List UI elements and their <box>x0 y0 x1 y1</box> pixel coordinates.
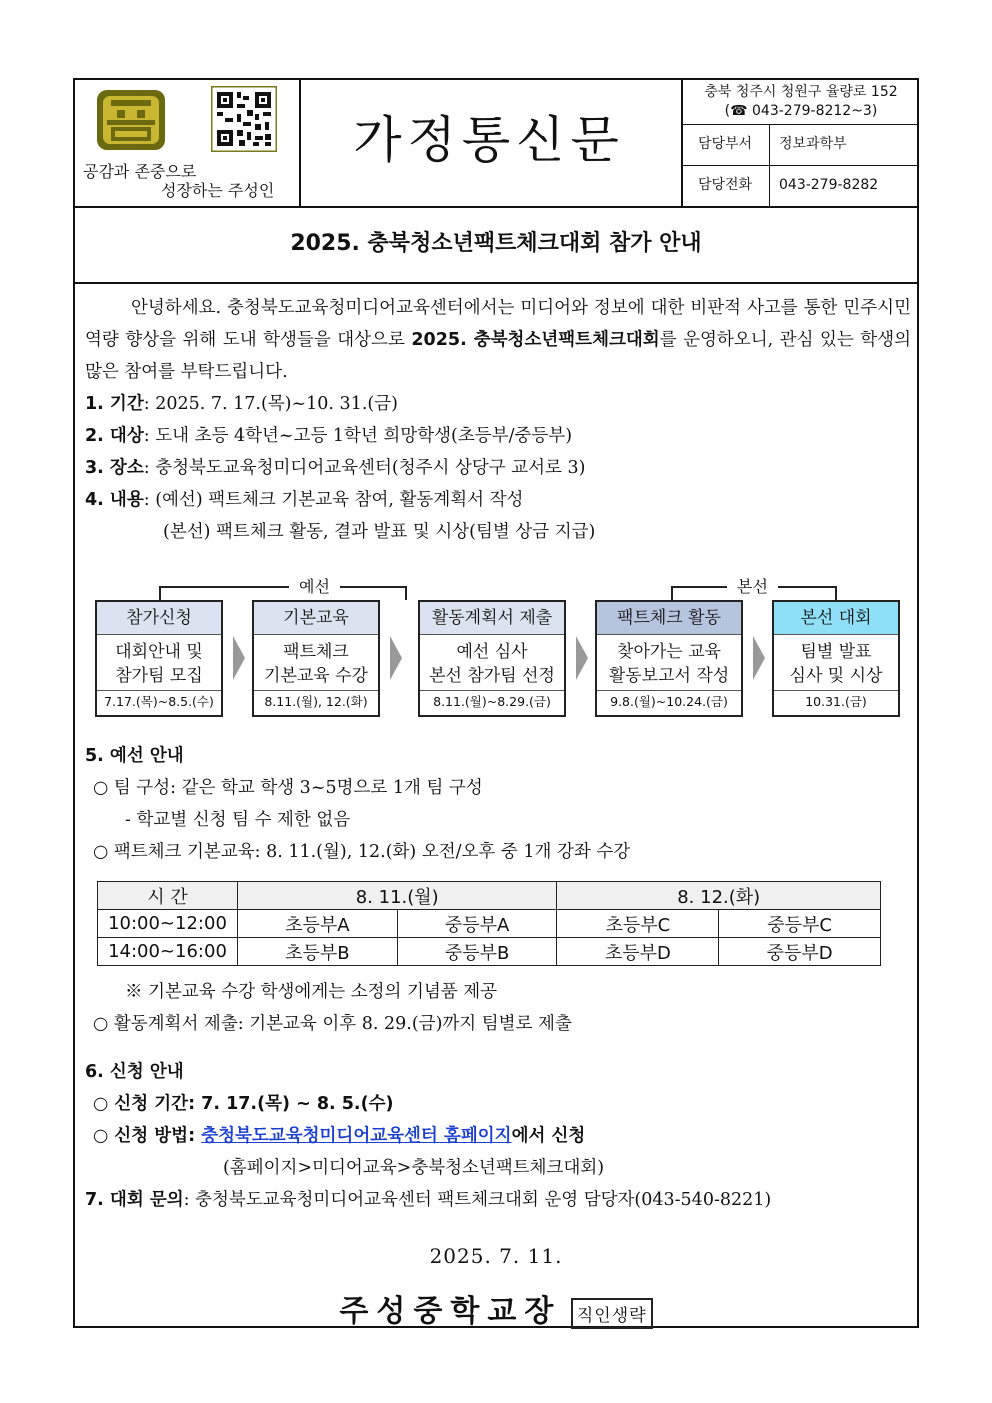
flow-step-head: 팩트체크 활동 <box>597 602 741 635</box>
table-row <box>98 910 881 938</box>
flow-step-body <box>597 635 741 691</box>
prelim-bracket <box>159 586 407 600</box>
table-cell: 중등부B <box>397 938 557 966</box>
flow-step-line-2: 기본교육 수강 <box>264 666 368 686</box>
final-label: 본선 <box>727 574 778 597</box>
flow-step-line-1: 찾아가는 교육 <box>617 642 721 662</box>
prelim-note: ※ 기본교육 수강 학생에게는 소정의 기념품 제공 <box>125 982 498 1002</box>
school-address <box>683 80 919 124</box>
flow-step-date: 8.11.(월), 12.(화) <box>264 694 368 709</box>
inquiry-label: 7. 대회 문의 <box>85 1190 184 1210</box>
table-header-time: 시 간 <box>98 882 238 910</box>
motto-line-1: 공감과 존중으로 <box>83 162 197 181</box>
notice-body <box>85 292 911 548</box>
flow-step-date: 10.31.(금) <box>805 694 867 709</box>
flow-step-line-2: 본선 참가팀 선정 <box>429 666 555 686</box>
apply-method-label: ○ 신청 방법: <box>93 1126 202 1146</box>
apply-method <box>85 1120 911 1152</box>
page-title: 가정통신문 <box>353 111 625 169</box>
intro-text-2: 를 운영하오니, 관심 있는 학생의 많은 참여를 부탁드립니다. <box>85 330 912 382</box>
school-motto <box>83 162 293 200</box>
homepage-link[interactable]: 충청북도교육청미디어교육센터 홈페이지 <box>201 1126 512 1146</box>
school-principal: 주성중학교장 <box>339 1294 562 1329</box>
address-line-1: 충북 청주시 청원구 율량로 152 <box>704 84 898 100</box>
issue-date: 2025. 7. 11. <box>429 1244 563 1268</box>
seal-omitted-stamp: 직인생략 <box>571 1298 653 1329</box>
inquiry <box>85 1184 911 1216</box>
flow-step-line-1: 팩트체크 <box>283 642 349 662</box>
apply-path: (홈페이지>미디어교육>충북청소년팩트체크대회) <box>223 1158 605 1178</box>
place-value: : 충청북도교육청미디어교육센터(청주시 상당구 교서로 3) <box>143 458 586 478</box>
table-cell: 14:00~16:00 <box>98 938 238 966</box>
prelim-edu: ○ 팩트체크 기본교육: 8. 11.(월), 12.(화) 오전/오후 중 1개 강좌 수강 <box>93 842 631 862</box>
school-emblem-icon <box>95 88 167 152</box>
item-content-2: (본선) 팩트체크 활동, 결과 발표 및 시상(팀별 상금 지급) <box>163 522 596 542</box>
table-cell: 중등부D <box>719 938 881 966</box>
prelim-label: 예선 <box>289 574 340 597</box>
notice-title: 2025. 충북청소년팩트체크대회 참가 안내 <box>290 231 702 256</box>
table-header-day2: 8. 12.(화) <box>557 882 881 910</box>
chevron-right-icon <box>390 636 402 680</box>
phone-value: 043-279-8282 <box>779 177 879 193</box>
flow-step-line-2: 참가팀 모집 <box>115 666 203 686</box>
section-prelim-2 <box>85 976 911 1216</box>
dept-label: 담당부서 <box>697 136 753 152</box>
motto-line-2: 성장하는 주성인 <box>161 181 275 200</box>
flow-step-line-2: 심사 및 시상 <box>789 666 883 686</box>
chevron-right-icon <box>233 636 245 680</box>
table-cell: 초등부D <box>557 938 719 966</box>
flow-step-line-1: 팀별 발표 <box>800 642 872 662</box>
flow-step-line-1: 예선 심사 <box>456 642 528 662</box>
section-prelim <box>85 740 911 868</box>
target-value: : 도내 초등 4학년~고등 1학년 희망학생(초등부/중등부) <box>143 426 573 446</box>
item-target <box>85 420 911 452</box>
apply-period: ○ 신청 기간: 7. 17.(목) ~ 8. 5.(수) <box>93 1094 394 1114</box>
content-label: 4. 내용 <box>85 490 144 510</box>
item-content <box>85 484 911 516</box>
flow-step-date: 8.11.(월)~8.29.(금) <box>433 694 551 709</box>
prelim-plan: ○ 활동계획서 제출: 기본교육 이후 8. 29.(금)까지 팀별로 제출 <box>93 1014 572 1034</box>
inquiry-value: : 충청북도교육청미디어교육센터 팩트체크대회 운영 담당자(043-540-8221) <box>183 1190 772 1210</box>
prelim-heading: 5. 예선 안내 <box>85 746 184 766</box>
flow-step-body <box>97 635 221 691</box>
flow-step <box>95 600 223 717</box>
flow-step-head: 활동계획서 제출 <box>420 602 564 635</box>
apply-heading: 6. 신청 안내 <box>85 1062 184 1082</box>
intro-paragraph <box>85 292 911 388</box>
period-label: 1. 기간 <box>85 394 144 414</box>
place-label: 3. 장소 <box>85 458 144 478</box>
target-label: 2. 대상 <box>85 426 144 446</box>
prelim-team-sub: - 학교별 신청 팀 수 제한 없음 <box>125 810 351 830</box>
table-header-day1: 8. 11.(월) <box>237 882 557 910</box>
title-divider <box>75 282 917 284</box>
intro-text-1: 안녕하세요. 충청북도교육청미디어교육센터에서는 미디어와 정보에 대한 비판적 사고를 통한 민주시민 역량 향상을 위해 도내 학생들을 대상으로 <box>85 298 911 350</box>
prelim-team: ○ 팀 구성: 같은 학교 학생 3~5명으로 1개 팀 구성 <box>93 778 483 798</box>
flow-step <box>595 600 743 717</box>
chevron-right-icon <box>753 636 765 680</box>
flow-step <box>252 600 380 717</box>
flow-step-date: 9.8.(월)~10.24.(금) <box>610 694 728 709</box>
table-cell: 중등부A <box>397 910 557 938</box>
flow-step-head: 참가신청 <box>97 602 221 635</box>
flow-step <box>772 600 900 717</box>
address-line-2: (☎ 043-279-8212~3) <box>724 103 878 119</box>
qr-code-icon <box>211 86 277 152</box>
dept-value: 정보과학부 <box>779 136 847 152</box>
content-value-1: : (예선) 팩트체크 기본교육 참여, 활동계획서 작성 <box>143 490 524 510</box>
phone-label: 담당전화 <box>697 177 753 193</box>
table-cell: 중등부C <box>719 910 881 938</box>
intro-bold: 2025. 충북청소년팩트체크대회 <box>411 330 660 350</box>
flow-step-body <box>420 635 564 691</box>
flow-step-line-1: 대회안내 및 <box>115 642 203 662</box>
table-cell: 초등부A <box>237 910 397 938</box>
flow-step <box>418 600 566 717</box>
flow-step-body <box>254 635 378 691</box>
table-cell: 10:00~12:00 <box>98 910 238 938</box>
flow-step-head: 본선 대회 <box>774 602 898 635</box>
table-row <box>98 938 881 966</box>
flow-step-date: 7.17.(목)~8.5.(수) <box>104 694 214 709</box>
apply-method-suffix: 에서 신청 <box>511 1126 586 1146</box>
flow-step-head: 기본교육 <box>254 602 378 635</box>
table-cell: 초등부B <box>237 938 397 966</box>
flow-step-body <box>774 635 898 691</box>
item-place <box>85 452 911 484</box>
signature-line <box>75 1286 917 1330</box>
document-frame <box>73 78 919 1328</box>
item-period <box>85 388 911 420</box>
table-cell: 초등부C <box>557 910 719 938</box>
flow-step-line-2: 활동보고서 작성 <box>608 666 730 686</box>
chevron-right-icon <box>576 636 588 680</box>
schedule-table <box>97 881 881 966</box>
period-value: : 2025. 7. 17.(목)~10. 31.(금) <box>143 394 398 414</box>
